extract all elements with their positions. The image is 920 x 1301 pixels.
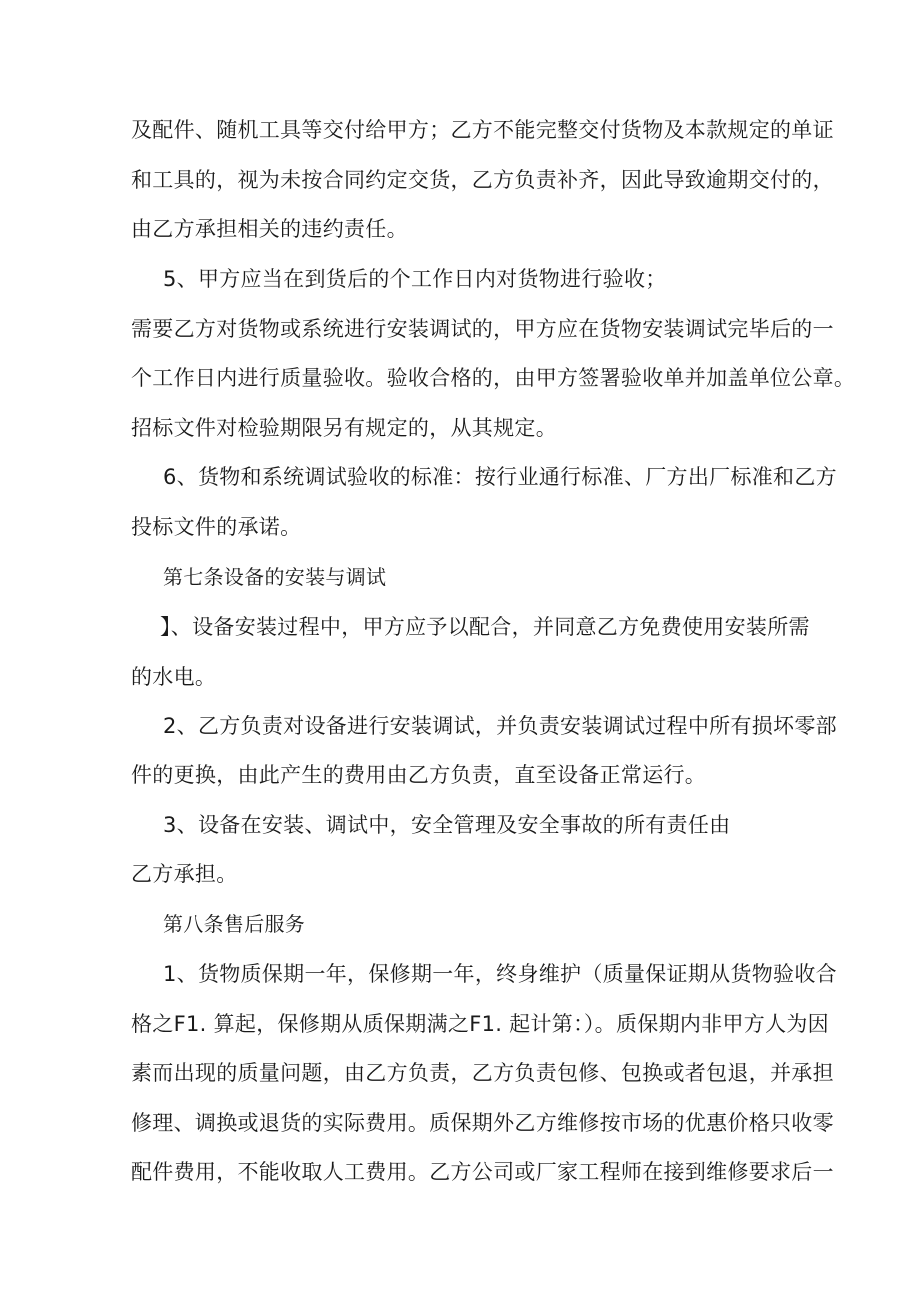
text-line: 修理、调换或退货的实际费用。质保期外乙方维修按市场的优惠价格只收零 (131, 1111, 834, 1135)
text-line: 招标文件对检验期限另有规定的，从其规定。 (131, 416, 557, 440)
clause-6: 6、货物和系统调试验收的标准：按行业通行标准、厂方出厂标准和乙方 (163, 465, 837, 489)
clause-7-1: 】、设备安装过程中，甲方应予以配合，并同意乙方免费使用安装所需 (160, 615, 810, 639)
text-line: 乙方承担。 (131, 862, 238, 886)
text-line: 件的更换，由此产生的费用由乙方负责，直至设备正常运行。 (131, 763, 707, 787)
text-line: 素而出现的质量问题，由乙方负责，乙方负责包修、包换或者包退，并承担 (131, 1061, 834, 1085)
text-line: 格之F1. 算起，保修期从质保期满之F1. 起计第：）。质保期内非甲方人为因 (131, 1012, 829, 1036)
clause-7-2: 2、乙方负责对设备进行安装调试，并负责安装调试过程中所有损坏零部 (163, 714, 837, 738)
text-line: 的水电。 (131, 665, 217, 689)
clause-5: 5、甲方应当在到货后的个工作日内对货物进行验收； (163, 267, 667, 291)
clause-8-1: 1、货物质保期一年，保修期一年，终身维护（质量保证期从货物验收合 (163, 962, 837, 986)
article-7-heading: 第七条设备的安装与调试 (163, 565, 387, 589)
article-8-heading: 第八条售后服务 (163, 912, 306, 936)
text-line: 投标文件的承诺。 (131, 515, 302, 539)
text-line: 需要乙方对货物或系统进行安装调试的，甲方应在货物安装调试完毕后的一 (131, 317, 834, 341)
text-line: 由乙方承担相关的违约责任。 (131, 217, 408, 241)
text-line: 及配件、随机工具等交付给甲方；乙方不能完整交付货物及本款规定的单证 (131, 118, 834, 142)
text-line: 个工作日内进行质量验收。验收合格的，由甲方签署验收单并加盖单位公章。 (131, 366, 856, 390)
text-line: 配件费用，不能收取人工费用。乙方公司或厂家工程师在接到维修要求后一 (131, 1160, 834, 1184)
text-line: 和工具的，视为未按合同约定交货，乙方负责补齐，因此导致逾期交付的， (131, 168, 834, 192)
clause-7-3: 3、设备在安装、调试中，安全管理及安全事故的所有责任由 (163, 813, 731, 837)
